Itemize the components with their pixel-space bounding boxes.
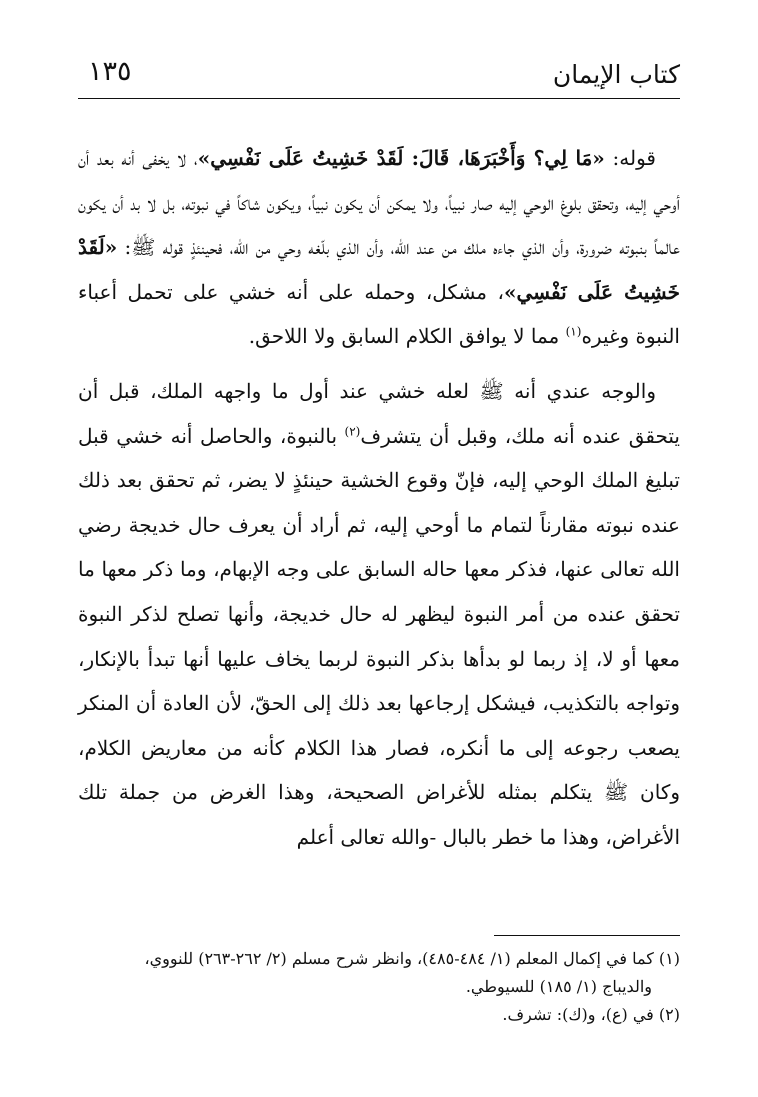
footnote-ref-1: (١) bbox=[565, 324, 582, 339]
paragraph-1-text-3: مما لا يوافق الكلام السابق ولا اللاحق. bbox=[248, 324, 566, 349]
footnote-2: (٢) في (ع)، و(ك): تشرف. bbox=[502, 1005, 680, 1024]
paragraph-1-text-2: ، مشكل، وحمله على أنه خشي على تحمل أعباء النبوة وغيره bbox=[78, 279, 680, 349]
page-header bbox=[78, 52, 680, 99]
hadith-quote-2: «لَقَدْ خَشِيتُ عَلَى نَفْسِي» bbox=[78, 235, 680, 304]
hadith-quote-1: «مَا لِي؟ وَأَخْبَرَهَا، قَالَ: لَقَدْ خَشِيتُ عَلَى نَفْسِي» bbox=[197, 146, 605, 170]
paragraph-2-text: والوجه عندي أنه ﷺ لعله خشي عند أول ما واجهه الملك، قبل أن يتحقق عنده أنه ملك، وقبل أن يتشرف bbox=[78, 378, 680, 448]
footnote-divider bbox=[494, 935, 680, 936]
paragraph-2 bbox=[78, 369, 680, 860]
running-title: كتاب الإيمان bbox=[552, 60, 680, 89]
paragraph-1-text: ، لا يخفى أنه بعد أن أوحي إليه، وتحقق بلوغ الوحي إليه صار نبياً، ولا يمكن أن يكون نبياً، ويكون شاكاً في نبوته، بل لا بد أن يكون عالماً بنبوته ضرورة، وأن الذي جاءه ملك من عند الله، وأن الذي بلّغه وحي من الله، فحينئذٍ قوله ﷺ: bbox=[78, 146, 681, 260]
main-text bbox=[78, 136, 680, 860]
paragraph-1-lead: قوله: bbox=[604, 146, 656, 170]
footnote-1-line-1: (١) كما في إكمال المعلم (١/ ٤٨٤-٤٨٥)، وانظر شرح مسلم (٢/ ٢٦٢-٢٦٣) للنووي، bbox=[144, 949, 680, 968]
footnote-1-line-2: والديباج (١/ ١٨٥) للسيوطي. bbox=[465, 977, 652, 996]
footnote-ref-2: (٢) bbox=[344, 423, 361, 438]
page-number: ١٣٥ bbox=[88, 56, 132, 87]
paragraph-2-text-2: بالنبوة، والحاصل أنه خشي قبل تبليغ الملك الوحي إليه، فإنّ وقوع الخشية حينئذٍ لا يضر، ثم تحقق بعد ذلك عنده نبوته مقارناً لتمام ما أوحي إليه، ثم أراد أن يعرف حال خديجة رضي الله تعالى عنها، فذكر معها حاله السابق على وجه الإبهام، وما ذكر معها ما تحقق عنده من أمر النبوة ليظهر له حال خديجة، وأنها تصلح لذكر النبوة معها أو لا، إذ ربما لو بدأها بذكر النبوة لربما يخاف عليها أنها تبدأ بالإنكار، وتواجه بالتكذيب، فيشكل إرجاعها بعد ذلك إلى الحقّ، لأن العادة أن المنكر يصعب رجوعه إلى ما أنكره، فصار هذا الكلام كأنه من معاريض الكلام، وكان ﷺ يتكلم بمثله للأغراض الصحيحة، وهذا الغرض من جملة تلك الأغراض، وهذا ما خطر بالبال -والله تعالى أعلم bbox=[78, 423, 680, 849]
footnotes bbox=[78, 945, 680, 1029]
paragraph-1 bbox=[78, 136, 680, 359]
